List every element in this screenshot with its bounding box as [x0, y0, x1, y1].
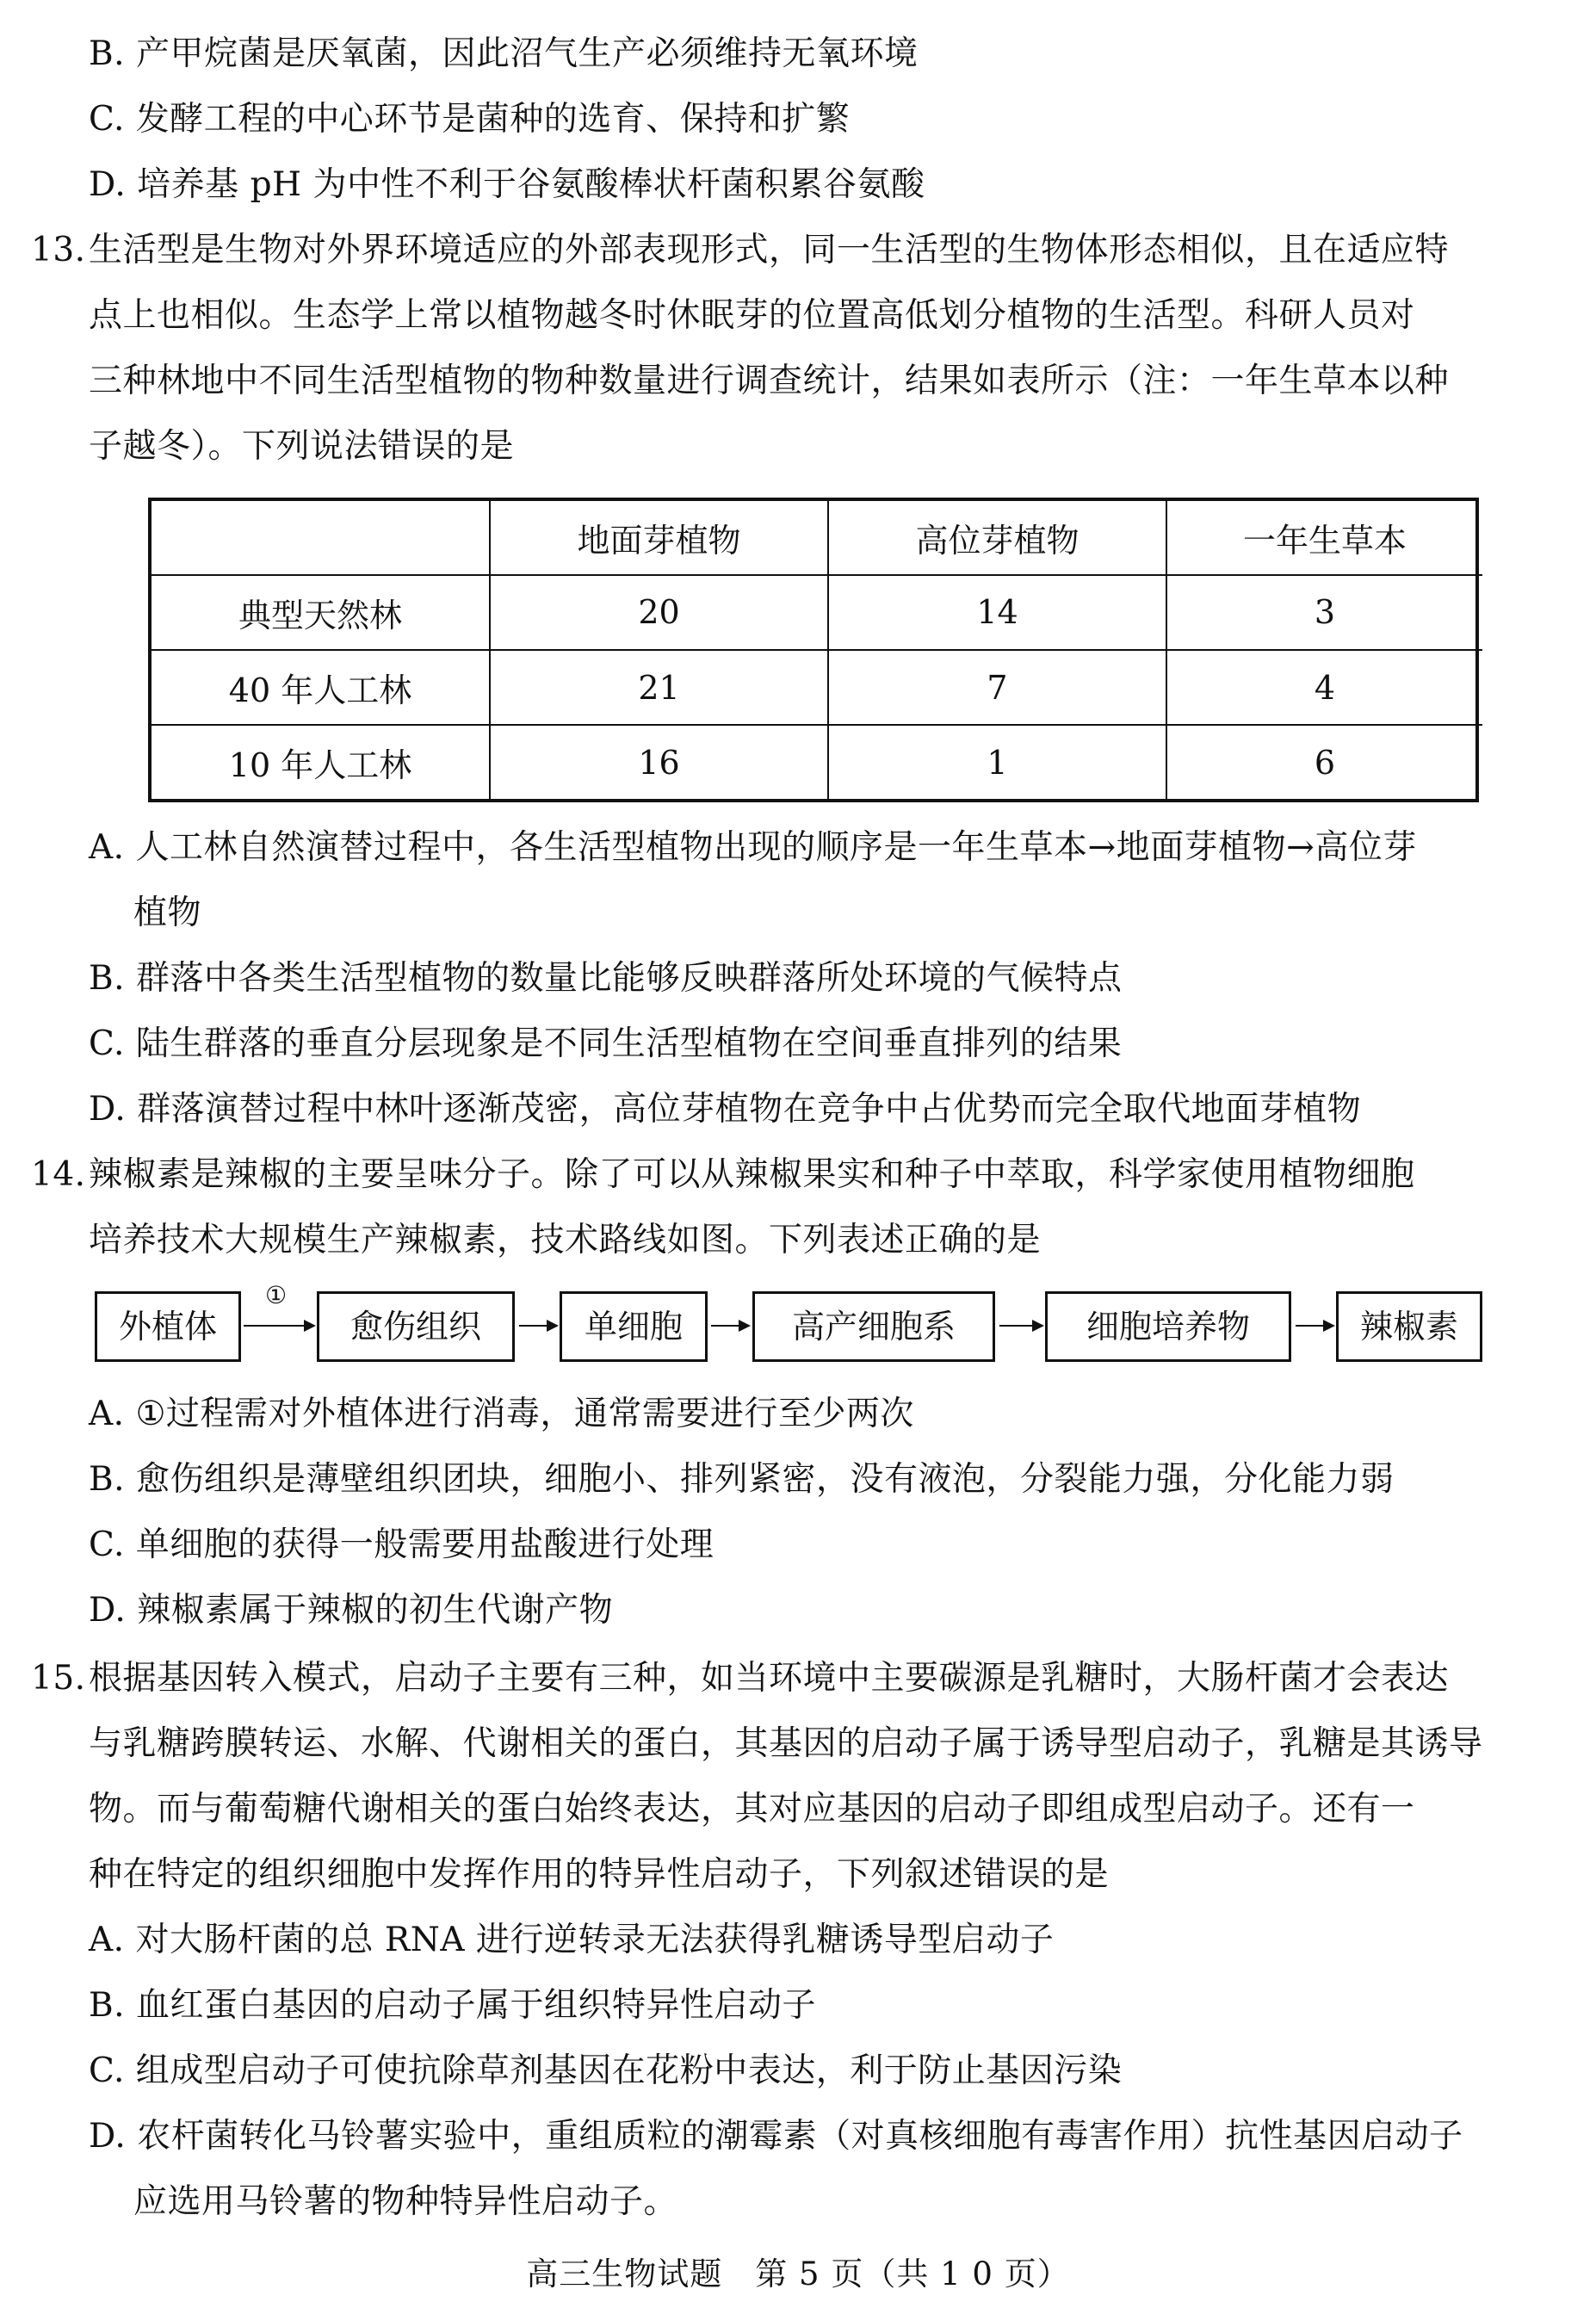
table-corner-cell [152, 501, 490, 575]
table-cell: 20 [490, 575, 828, 650]
q13-number: 13. [31, 231, 86, 269]
q13-option-c: C. 陆生群落的垂直分层现象是不同生活型植物在空间垂直排列的结果 [89, 1024, 1123, 1063]
q13-stem-line-4: 子越冬）。下列说法错误的是 [89, 427, 515, 466]
q15-stem-line-3: 物。而与葡萄糖代谢相关的蛋白始终表达，其对应基因的启动子即组成型启动子。还有一 [89, 1790, 1415, 1828]
q15-option-a: A. 对大肠杆菌的总 RNA 进行逆转录无法获得乳糖诱导型启动子 [89, 1921, 1055, 1959]
flow-step-cell-culture: 细胞培养物 [1045, 1291, 1291, 1362]
q14-option-b: B. 愈伤组织是薄壁组织团块，细胞小、排列紧密，没有液泡，分裂能力强，分化能力弱 [89, 1460, 1395, 1499]
q12-option-c: C. 发酵工程的中心环节是菌种的选育、保持和扩繁 [89, 100, 851, 139]
table-cell: 6 [1166, 725, 1482, 799]
q14-stem-line-2: 培养技术大规模生产辣椒素，技术路线如图。下列表述正确的是 [89, 1221, 1042, 1259]
q13-stem-line-1: 生活型是生物对外界环境适应的外部表现形式，同一生活型的生物体形态相似，且在适应特 [89, 231, 1450, 269]
q15-option-c: C. 组成型启动子可使抗除草剂基因在花粉中表达，利于防止基因污染 [89, 2051, 1123, 2090]
table-cell: 4 [1166, 650, 1482, 725]
q15-stem-line-4: 种在特定的组织细胞中发挥作用的特异性启动子，下列叙述错误的是 [89, 1855, 1110, 1894]
table-row-label: 典型天然林 [152, 575, 490, 650]
q14-stem-line-1: 辣椒素是辣椒的主要呈味分子。除了可以从辣椒果实和种子中萃取，科学家使用植物细胞 [89, 1155, 1415, 1194]
flow-step-explant: 外植体 [95, 1291, 241, 1362]
q15-stem-line-1: 根据基因转入模式，启动子主要有三种，如当环境中主要碳源是乳糖时，大肠杆菌才会表达 [89, 1659, 1450, 1698]
table-header-cell: 高位芽植物 [828, 501, 1166, 575]
table-header-cell: 地面芽植物 [490, 501, 828, 575]
q13-data-table [148, 498, 1479, 802]
q14-option-d: D. 辣椒素属于辣椒的初生代谢产物 [89, 1591, 614, 1630]
q12-option-d: D. 培养基 pH 为中性不利于谷氨酸棒状杆菌积累谷氨酸 [89, 165, 925, 204]
q13-option-a-line-1: A. 人工林自然演替过程中，各生活型植物出现的顺序是一年生草本→地面芽植物→高位芽 [89, 828, 1417, 867]
q13-option-d: D. 群落演替过程中林叶逐渐茂密，高位芽植物在竞争中占优势而完全取代地面芽植物 [89, 1090, 1362, 1129]
q15-option-d-line-1: D. 农杆菌转化马铃薯实验中，重组质粒的潮霉素（对真核细胞有毒害作用）抗性基因启动子 [89, 2117, 1463, 2156]
flow-step-capsaicin: 辣椒素 [1336, 1291, 1482, 1362]
q13-stem-line-2: 点上也相似。生态学上常以植物越冬时休眠芽的位置高低划分植物的生活型。科研人员对 [89, 296, 1415, 335]
flow-step-callus: 愈伤组织 [317, 1291, 515, 1362]
flow-arrow [711, 1325, 749, 1327]
q15-number: 15. [31, 1659, 86, 1698]
table-header-cell: 一年生草本 [1166, 501, 1482, 575]
table-cell: 14 [828, 575, 1166, 650]
q14-number: 14. [31, 1155, 86, 1194]
table-row-label: 40 年人工林 [152, 650, 490, 725]
q14-option-a: A. ①过程需对外植体进行消毒，通常需要进行至少两次 [89, 1395, 914, 1433]
q13-option-b: B. 群落中各类生活型植物的数量比能够反映群落所处环境的气候特点 [89, 959, 1123, 998]
table-cell: 16 [490, 725, 828, 799]
q15-option-b: B. 血红蛋白基因的启动子属于组织特异性启动子 [89, 1986, 816, 2025]
flow-arrow [999, 1325, 1042, 1327]
table-row [152, 650, 1482, 725]
table-row-label: 10 年人工林 [152, 725, 490, 799]
q13-option-a-line-2: 植物 [133, 894, 202, 932]
q15-option-d-line-2: 应选用马铃薯的物种特异性启动子。 [133, 2182, 678, 2221]
q13-stem-line-3: 三种林地中不同生活型植物的物种数量进行调查统计，结果如表所示（注：一年生草本以种 [89, 362, 1450, 400]
flow-arrow [244, 1325, 314, 1327]
table-row [152, 725, 1482, 799]
table-cell: 7 [828, 650, 1166, 725]
flow-arrow [519, 1325, 557, 1327]
q15-stem-line-2: 与乳糖跨膜转运、水解、代谢相关的蛋白，其基因的启动子属于诱导型启动子，乳糖是其诱导 [89, 1724, 1483, 1763]
table-cell: 1 [828, 725, 1166, 799]
flow-arrow [1296, 1325, 1333, 1327]
flow-arrow-label: ① [265, 1281, 288, 1309]
q14-option-c: C. 单细胞的获得一般需要用盐酸进行处理 [89, 1525, 714, 1564]
q12-option-b: B. 产甲烷菌是厌氧菌，因此沼气生产必须维持无氧环境 [89, 34, 919, 73]
table-cell: 21 [490, 650, 828, 725]
flow-step-single-cell: 单细胞 [560, 1291, 708, 1362]
table-row [152, 575, 1482, 650]
table-header-row [152, 501, 1482, 575]
flow-step-high-yield-line: 高产细胞系 [752, 1291, 995, 1362]
page-footer: 高三生物试题 第 5 页（共 1 0 页） [526, 2255, 1070, 2292]
table-cell: 3 [1166, 575, 1482, 650]
